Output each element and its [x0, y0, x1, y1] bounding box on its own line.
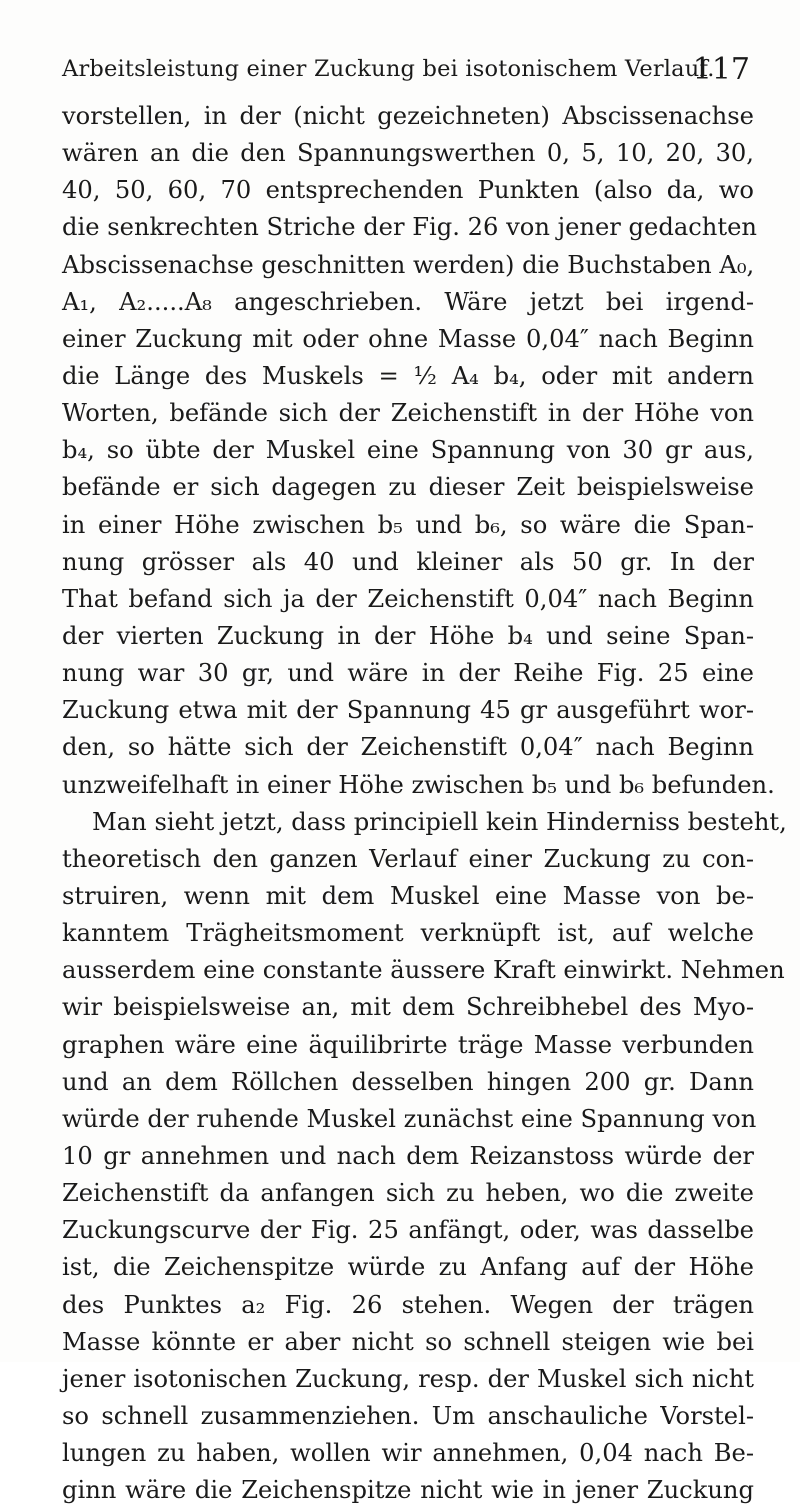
text-line: die Länge des Muskels = ½ A₄ b₄, oder mit andern	[62, 361, 754, 390]
text-line: lungen zu haben, wollen wir annehmen, 0,04 nach Be-	[62, 1439, 754, 1468]
body-text	[62, 98, 787, 1509]
text-line: so schnell zusammenziehen. Um anschauliche Vorstel-	[62, 1401, 754, 1430]
text-line: ausserdem eine constante äussere Kraft einwirkt. Nehmen	[62, 956, 785, 985]
text-line: Zuckung etwa mit der Spannung 45 gr ausgeführt wor-	[62, 696, 754, 725]
page-number: 117	[692, 52, 750, 87]
text-line: vorstellen, in der (nicht gezeichneten) Abscissenachse	[62, 102, 754, 130]
text-line: der vierten Zuckung in der Höhe b₄ und seine Span-	[62, 621, 754, 650]
text-line: Abscissenachse geschnitten werden) die Buchstaben A₀,	[62, 250, 755, 279]
text-line: Worten, befände sich der Zeichenstift in der Höhe von	[62, 399, 754, 428]
text-line: Masse könnte er aber nicht so schnell steigen wie bei	[62, 1327, 754, 1356]
text-line: in einer Höhe zwischen b₅ und b₆, so wäre die Span-	[62, 510, 754, 539]
text-line: theoretisch den ganzen Verlauf einer Zuckung zu con-	[62, 844, 754, 873]
text-line: Zeichenstift da anfangen sich zu heben, wo die zweite	[62, 1179, 754, 1208]
text-line: nung war 30 gr, und wäre in der Reihe Fig. 25 eine	[62, 659, 754, 688]
text-line: nung grösser als 40 und kleiner als 50 gr. In der	[62, 547, 754, 576]
text-line: unzweifelhaft in einer Höhe zwischen b₅ und b₆ befunden.	[62, 770, 775, 799]
text-line: die senkrechten Striche der Fig. 26 von jener gedachten	[62, 213, 757, 242]
text-line: 40, 50, 60, 70 entsprechenden Punkten (also da, wo	[62, 176, 754, 205]
text-line: b₄, so übte der Muskel eine Spannung von 30 gr aus,	[62, 436, 754, 465]
text-line: Zuckungscurve der Fig. 25 anfängt, oder, was dasselbe	[62, 1216, 754, 1245]
text-line: jener isotonischen Zuckung, resp. der Muskel sich nicht	[62, 1364, 754, 1393]
text-line: struiren, wenn mit dem Muskel eine Masse von be-	[62, 881, 754, 910]
text-line: wir beispielsweise an, mit dem Schreibhebel des Myo-	[62, 993, 754, 1022]
text-line: des Punktes a₂ Fig. 26 stehen. Wegen der trägen	[62, 1290, 754, 1319]
text-line: Man sieht jetzt, dass principiell kein Hinderniss besteht,	[92, 807, 787, 836]
text-line: 10 gr annehmen und nach dem Reizanstoss würde der	[62, 1141, 754, 1170]
page-header	[62, 54, 752, 94]
text-line: befände er sich dagegen zu dieser Zeit beispielsweise	[62, 473, 754, 502]
text-line: A₁, A₂.....A₈ angeschrieben. Wäre jetzt bei irgend-	[62, 287, 754, 316]
running-head: Arbeitsleistung einer Zuckung bei isotonischem Verlauf.	[62, 56, 715, 82]
text-line: und an dem Röllchen desselben hingen 200 gr. Dann	[62, 1067, 754, 1096]
text-line: einer Zuckung mit oder ohne Masse 0,04″ nach Beginn	[62, 324, 754, 353]
text-line: That befand sich ja der Zeichenstift 0,04″ nach Beginn	[62, 584, 754, 613]
text-line: ist, die Zeichenspitze würde zu Anfang auf der Höhe	[62, 1253, 754, 1282]
text-line: den, so hätte sich der Zeichenstift 0,04″ nach Beginn	[62, 733, 754, 762]
text-line: kanntem Trägheitsmoment verknüpft ist, auf welche	[62, 919, 754, 948]
text-line: graphen wäre eine äquilibrirte träge Masse verbunden	[62, 1030, 754, 1059]
text-line: wären an die den Spannungswerthen 0, 5, 10, 20, 30,	[62, 139, 754, 168]
text-line: würde der ruhende Muskel zunächst eine Spannung von	[62, 1104, 757, 1133]
text-line: ginn wäre die Zeichenspitze nicht wie in jener Zuckung	[62, 1476, 754, 1505]
